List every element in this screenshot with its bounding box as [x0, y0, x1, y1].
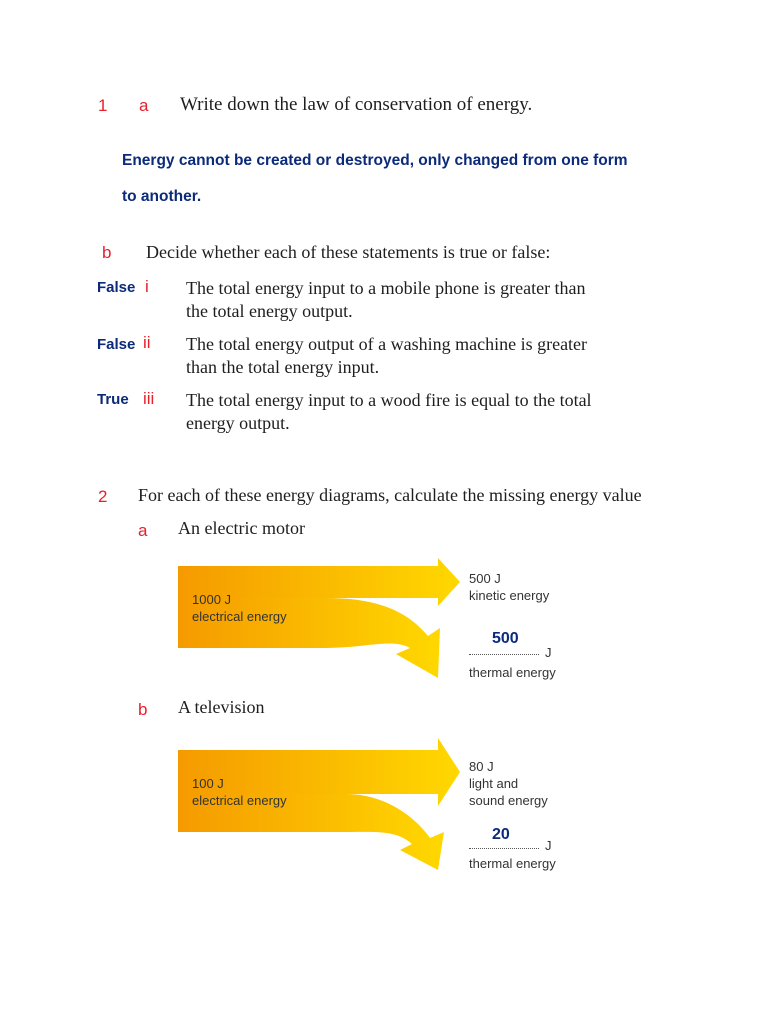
motor-input-label: electrical energy	[192, 609, 287, 624]
statement-i-line2: the total energy output.	[186, 301, 353, 321]
motor-output2-unit: J	[545, 645, 552, 660]
question-2-number: 2	[98, 487, 108, 506]
statement-iii-answer: True	[97, 391, 129, 408]
statement-ii-answer: False	[97, 336, 136, 353]
tv-input-value: 100 J	[192, 776, 224, 791]
motor-output2-label: thermal energy	[469, 665, 556, 680]
motor-output2-answer: 500	[492, 630, 519, 647]
question-1a-text: Write down the law of conservation of energy.	[180, 94, 533, 115]
motor-input-value: 1000 J	[192, 592, 232, 607]
question-1b-text: Decide whether each of these statements is true or false:	[146, 242, 551, 262]
question-1-number: 1	[98, 96, 108, 115]
motor-output1-label: kinetic energy	[469, 588, 550, 603]
tv-output1-label-line1: light and	[469, 776, 519, 791]
answer-1a-line1: Energy cannot be created or destroyed, only changed from one form	[122, 152, 628, 169]
tv-output1-label-line2: sound energy	[469, 793, 548, 808]
tv-output2-unit: J	[545, 838, 552, 853]
question-2-text: For each of these energy diagrams, calculate the missing energy value	[138, 485, 642, 505]
answer-1a-line2: to another.	[122, 188, 202, 205]
tv-output2-blank	[469, 847, 539, 849]
tv-input-label: electrical energy	[192, 793, 287, 808]
tv-output2-answer: 20	[492, 826, 510, 843]
statement-iii-line2: energy output.	[186, 413, 290, 433]
question-2a-title: An electric motor	[178, 518, 305, 538]
statement-i-line1: The total energy input to a mobile phone is greater than	[186, 278, 586, 298]
statement-i-answer: False	[97, 279, 136, 296]
statement-iii-roman: iii	[143, 389, 155, 408]
tv-output2-label: thermal energy	[469, 856, 556, 871]
question-2a-letter: a	[138, 521, 148, 540]
question-1a-letter: a	[139, 96, 149, 115]
statement-iii-line1: The total energy input to a wood fire is equal to the total	[186, 390, 592, 410]
statement-ii-line2: than the total energy input.	[186, 357, 380, 377]
question-1b-letter: b	[102, 243, 112, 262]
tv-output1-value: 80 J	[469, 759, 494, 774]
statement-ii-line1: The total energy output of a washing machine is greater	[186, 334, 588, 354]
motor-output1-value: 500 J	[469, 571, 501, 586]
question-2b-title: A television	[178, 697, 265, 717]
motor-output2-blank	[469, 653, 539, 655]
question-2b-letter: b	[138, 700, 148, 719]
statement-i-roman: i	[145, 277, 149, 296]
statement-ii-roman: ii	[143, 333, 151, 352]
